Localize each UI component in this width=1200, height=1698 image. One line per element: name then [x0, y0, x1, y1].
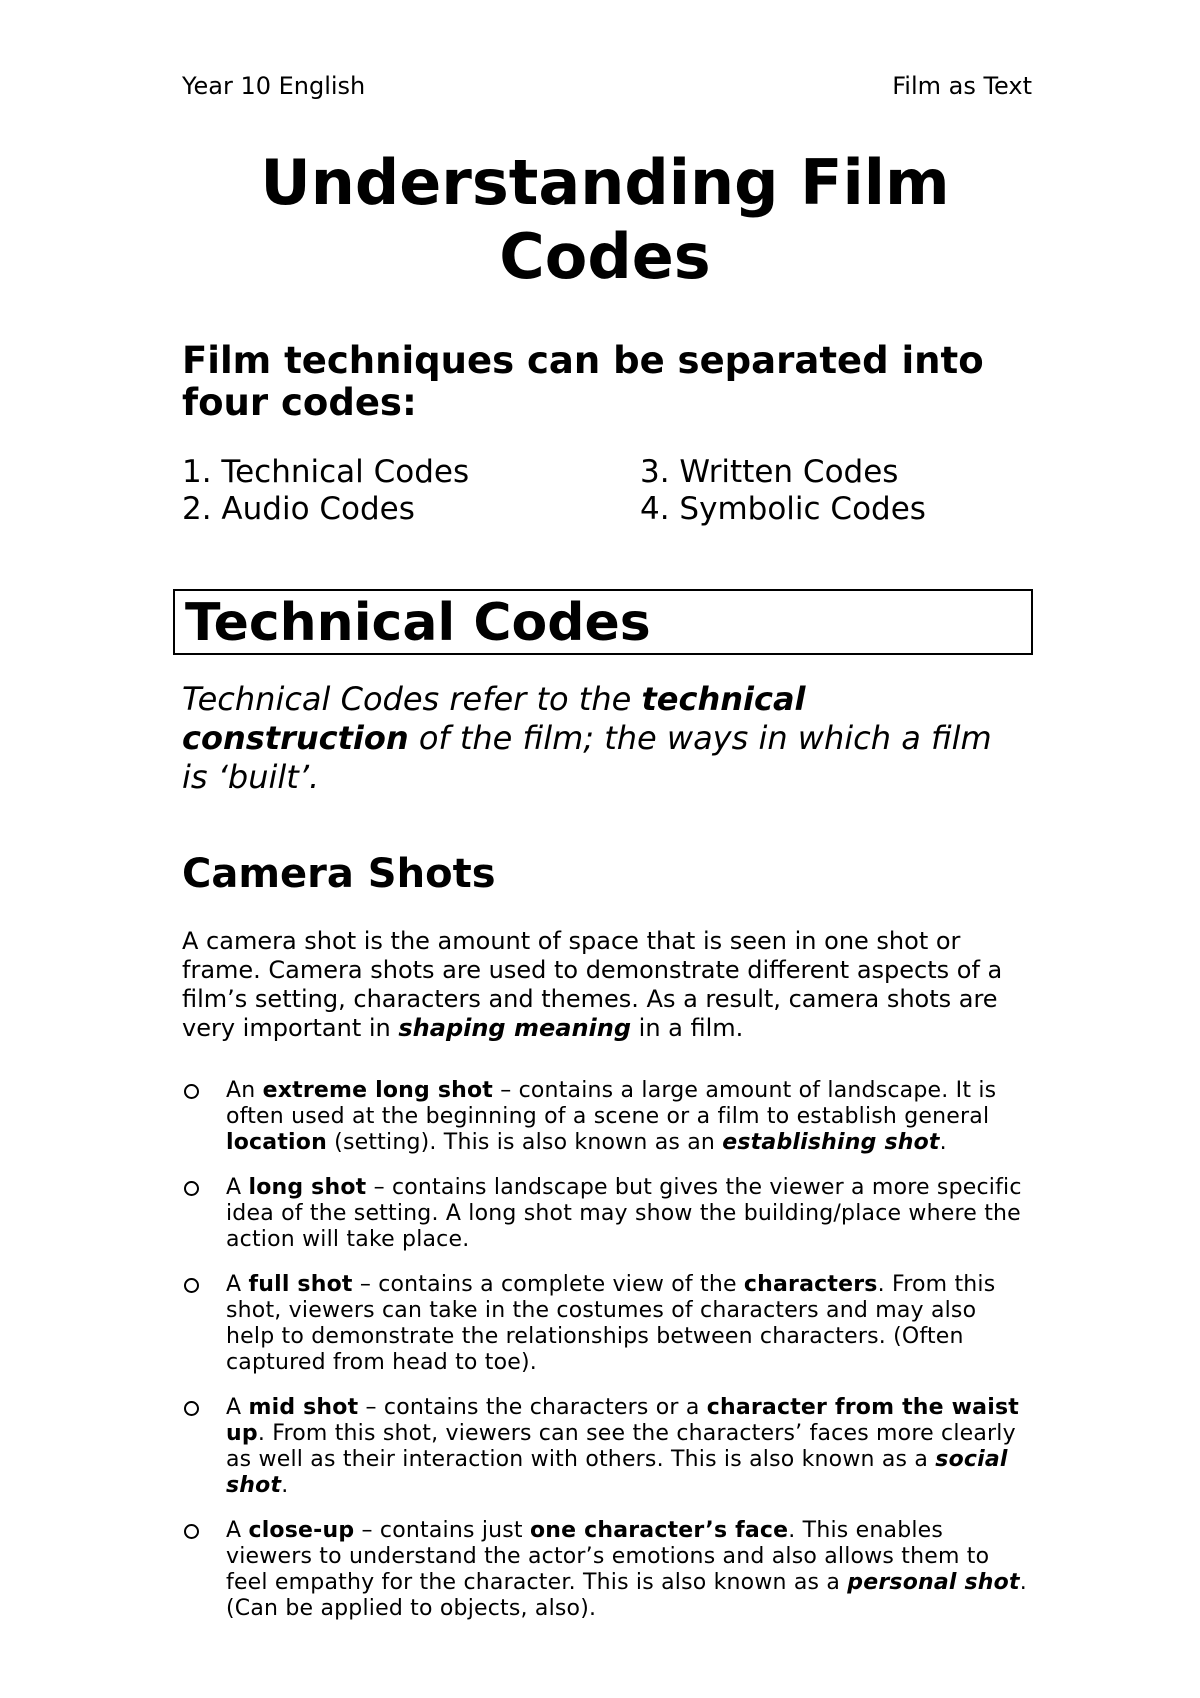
- list-item: A close-up – contains just one character’s face. This enables viewers to understand the actor’s emotions and also allows them to feel empathy for the character. This is also known as a personal shot. (Can be applied to objects, also).: [182, 1518, 1042, 1622]
- paragraph-text: A camera shot is the amount of space that is seen in one shot or: [182, 927, 961, 955]
- page-title: [0, 146, 1200, 294]
- camera-shots-heading: Camera Shots: [182, 851, 496, 897]
- camera-shots-list: [182, 1078, 1042, 1641]
- shot-alias: personal shot: [847, 1570, 1020, 1595]
- definition-bold: construction: [182, 719, 409, 757]
- shot-term: long shot: [248, 1175, 367, 1200]
- paragraph-text: very important in: [182, 1014, 399, 1042]
- paragraph-text: in a film.: [631, 1014, 744, 1042]
- list-item: A mid shot – contains the characters or a character from the waist up. From this shot, viewers can see the characters’ faces more clearly as well as their interaction with others. This is also known as a social shot.: [182, 1395, 1042, 1499]
- paragraph-text: film’s setting, characters and themes. As a result, camera shots are: [182, 985, 998, 1013]
- definition-text: of the film; the ways in which a film: [408, 719, 992, 757]
- technical-codes-definition: [182, 680, 1042, 797]
- hollow-circle-bullet-icon: [184, 1401, 199, 1416]
- code-item: 4. Symbolic Codes: [640, 491, 926, 527]
- codes-column-left: [182, 454, 469, 528]
- title-line-2: Codes: [499, 220, 711, 293]
- intro-line-2: four codes:: [182, 381, 417, 424]
- shot-alias: establishing shot: [722, 1130, 940, 1155]
- code-item: 2. Audio Codes: [182, 491, 415, 527]
- hollow-circle-bullet-icon: [184, 1278, 199, 1293]
- header-course: Year 10 English: [182, 72, 366, 100]
- definition-text: Technical Codes refer to the: [182, 680, 642, 718]
- codes-column-right: [640, 454, 926, 528]
- header-unit: Film as Text: [892, 72, 1032, 100]
- shot-term: extreme long shot: [262, 1078, 494, 1103]
- definition-bold: technical: [641, 680, 806, 718]
- section-heading: Technical Codes: [185, 593, 651, 653]
- shot-term: full shot: [248, 1272, 353, 1297]
- shot-term: close-up: [248, 1518, 355, 1543]
- intro-heading: [182, 340, 1042, 424]
- title-line-1: Understanding Film: [260, 146, 950, 219]
- paragraph-emphasis: shaping meaning: [398, 1014, 632, 1042]
- camera-shots-paragraph: [182, 927, 1042, 1043]
- definition-text: is ‘built’.: [182, 758, 320, 796]
- list-item: An extreme long shot – contains a large amount of landscape. It is often used at the beginning of a scene or a film to establish general location (setting). This is also known as an establishing shot.: [182, 1078, 1042, 1156]
- code-item: 1. Technical Codes: [182, 454, 470, 490]
- list-item: A full shot – contains a complete view of the characters. From this shot, viewers can take in the costumes of characters and may also help to demonstrate the relationships between characters. (Often captured from head to toe).: [182, 1272, 1042, 1376]
- list-item: A long shot – contains landscape but gives the viewer a more specific idea of the setting. A long shot may show the building/place where the action will take place.: [182, 1175, 1042, 1253]
- shot-term: mid shot: [248, 1395, 359, 1420]
- hollow-circle-bullet-icon: [184, 1181, 199, 1196]
- paragraph-text: frame. Camera shots are used to demonstrate different aspects of a: [182, 956, 1003, 984]
- code-item: 3. Written Codes: [640, 454, 899, 490]
- hollow-circle-bullet-icon: [184, 1524, 199, 1539]
- intro-line-1: Film techniques can be separated into: [182, 339, 984, 382]
- shot-alias: social: [935, 1447, 1008, 1472]
- section-heading-box: [173, 589, 1033, 655]
- hollow-circle-bullet-icon: [184, 1084, 199, 1099]
